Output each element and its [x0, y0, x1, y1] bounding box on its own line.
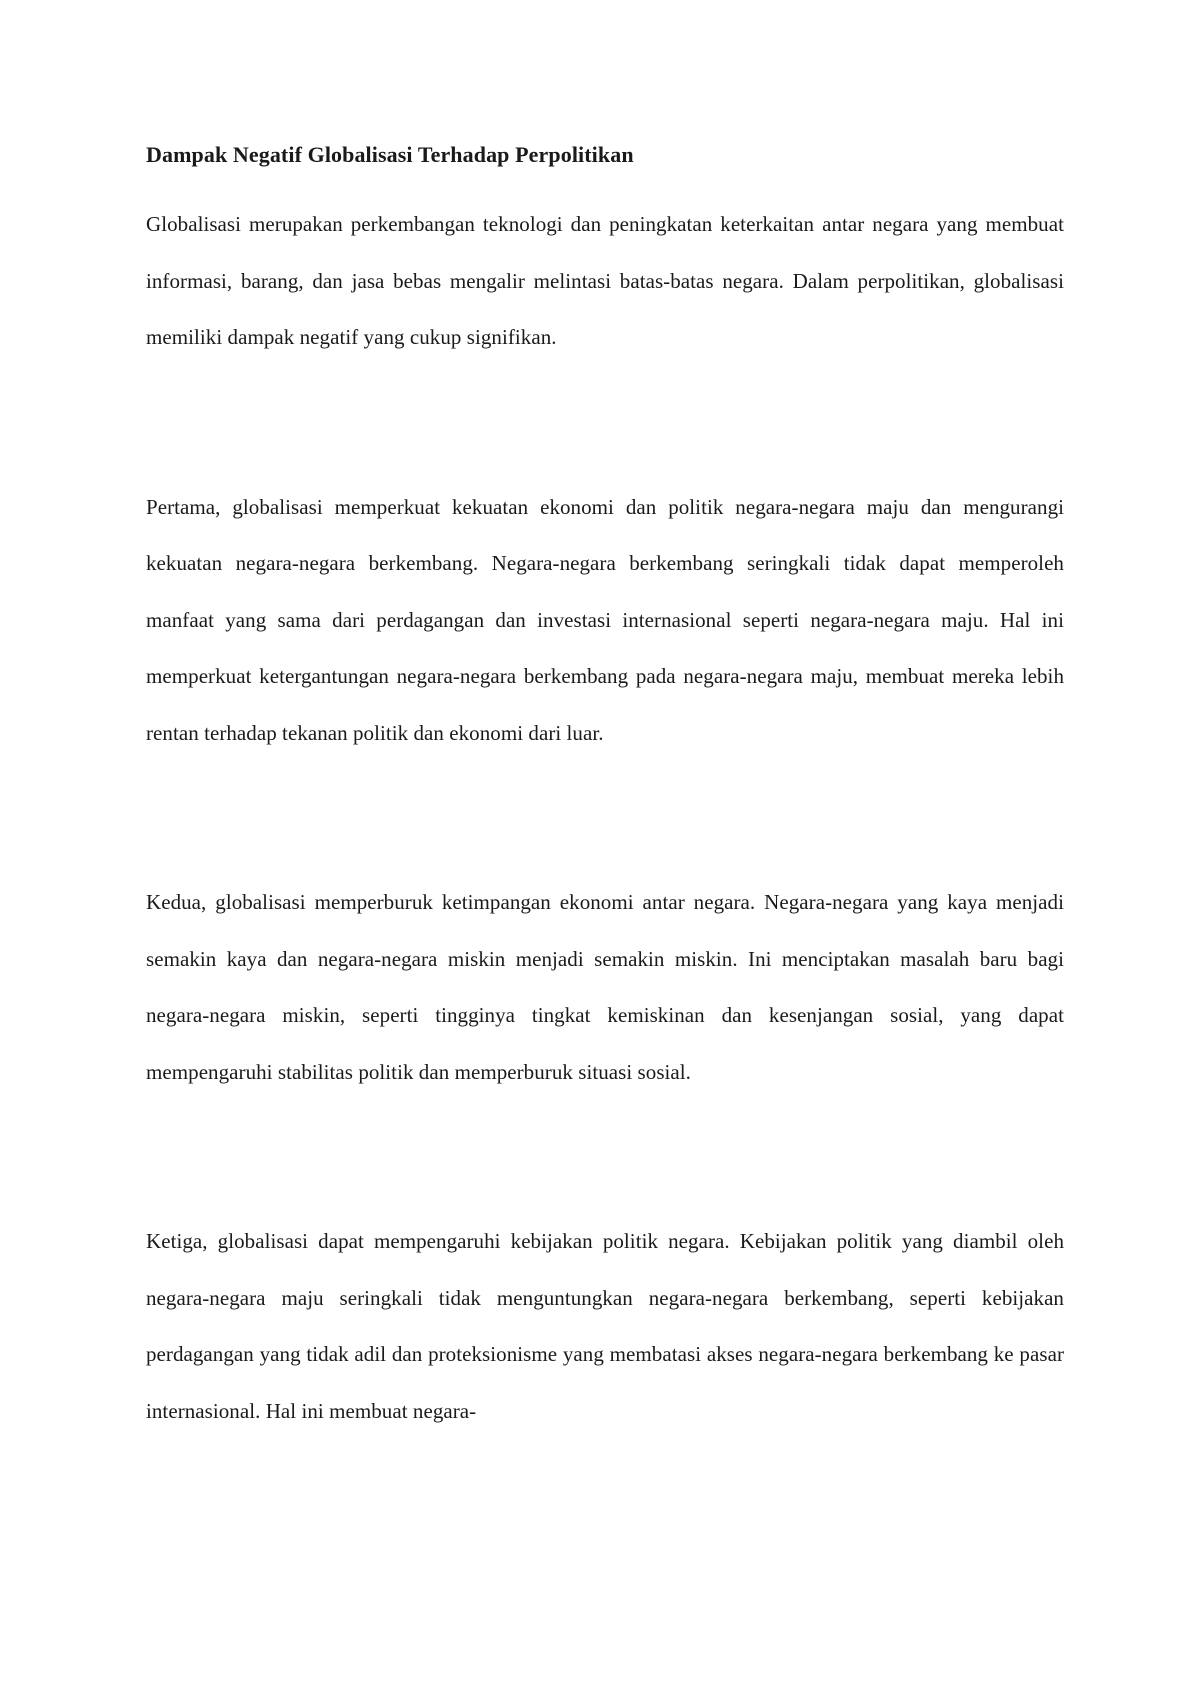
document-title: Dampak Negatif Globalisasi Terhadap Perpolitikan	[146, 142, 634, 167]
paragraph-spacer	[146, 1100, 1064, 1213]
document-body	[146, 140, 1064, 1439]
paragraph-spacer	[146, 761, 1064, 874]
paragraph-first: Pertama, globalisasi memperkuat kekuatan ekonomi dan politik negara-negara maju dan mengurangi kekuatan negara-negara berkembang. Negara-negara berkembang seringkali tidak dapat memperoleh manfaat yang sama dari perdagangan dan investasi internasional seperti negara-negara maju. Hal ini memperkuat ketergantungan negara-negara berkembang pada negara-negara maju, membuat mereka lebih rentan terhadap tekanan politik dan ekonomi dari luar.	[146, 494, 1064, 745]
paragraph-intro: Globalisasi merupakan perkembangan teknologi dan peningkatan keterkaitan antar negara yang membuat informasi, barang, dan jasa bebas mengalir melintasi batas-batas negara. Dalam perpolitikan, globalisasi memiliki dampak negatif yang cukup signifikan.	[146, 212, 1064, 349]
paragraph-third: Ketiga, globalisasi dapat mempengaruhi kebijakan politik negara. Kebijakan politik yang diambil oleh negara-negara maju seringkali tidak menguntungkan negara-negara berkembang, seperti kebijakan perdagangan yang tidak adil dan proteksionisme yang membatasi akses negara-negara berkembang ke pasar internasional. Hal ini membuat negara-	[146, 1229, 1064, 1423]
paragraph-second: Kedua, globalisasi memperburuk ketimpangan ekonomi antar negara. Negara-negara yang kaya menjadi semakin kaya dan negara-negara miskin menjadi semakin miskin. Ini menciptakan masalah baru bagi negara-negara miskin, seperti tingginya tingkat kemiskinan dan kesenjangan sosial, yang dapat mempengaruhi stabilitas politik dan memperburuk situasi sosial.	[146, 890, 1064, 1084]
paragraph-spacer	[146, 366, 1064, 479]
